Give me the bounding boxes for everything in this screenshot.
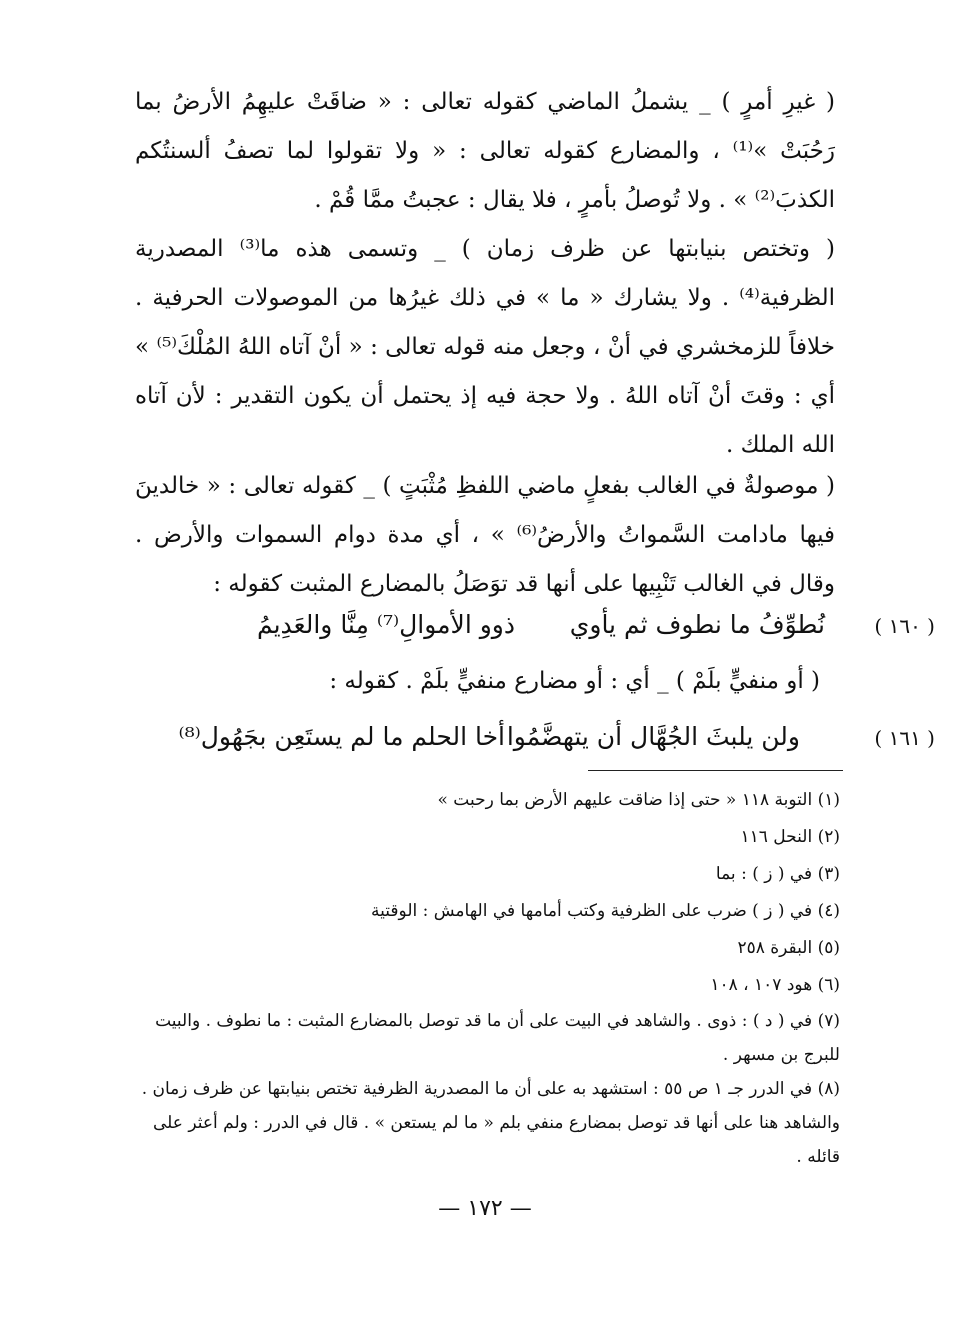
verse-161 xyxy=(135,722,935,772)
footnote-4: (٤) في ( ز ) ضرب على الظرفية وكتب أمامها في الهامش : الوقتية xyxy=(371,901,840,921)
page-number: — ١٧٢ — xyxy=(438,1196,532,1221)
paragraph-ghair-amr: ( غيرِ أمرٍ ) _ يشملُ الماضي كقوله تعالى : « ضاقَتْ عليهِمُ الأرضُ بما رَحُبَتْ »⁽¹⁾ ، والمضارع كقوله تعالى : « ولا تقولوا لما تصفُ ألسنتُكم الكذبَ⁽²⁾ » . ولا تُوصلُ بأمرٍ ، فلا يقال : عجبتُ ممَّا قُمْ . xyxy=(135,89,835,213)
paragraph-mawsula: ( موصولةٌ في الغالب بفعلٍ ماضي اللفظِ مُثْبَتٍ ) _ كقوله تعالى : « خالدينَ فيها مادامت السَّمواتُ والأرضُ⁽⁶⁾ » ، أي مدة دوام السموات والأرض . وقال في الغالب تَنْبِيها على أنها قد توَصَلُ بالمضارع المثبت كقوله : xyxy=(135,473,836,597)
paragraph-nibaba-zarf: ( وتختص بنيابتها عن ظرف زمان ) _ وتسمى هذه ما⁽³⁾ المصدرية الظرفية⁽⁴⁾ . ولا يشارك « ما » في ذلك غيرُها من الموصولات الحرفية . خلافاً للزمخشري في أنْ ، وجعل منه قوله تعالى : « أنْ آتاه اللهُ المُلْكَ⁽⁵⁾ » أي : وقتَ أنْ آتاه اللهُ . ولا حجة فيه إذ يحتمل أن يكون التقدير : لأن آتاه الله الملك . xyxy=(135,236,836,458)
line-manfiy-bilam: ( أو منفيٍّ بلَمْ ) _ أي : أو مضارع منفيٍّ بلَمْ . كقوله : xyxy=(329,668,820,694)
footnote-1: (١) التوبة ١١٨ « حتى إذا ضاقت عليهم الأرض بما رحبت » xyxy=(437,790,840,810)
footnote-divider xyxy=(588,770,843,771)
verse-second-hemistich: ذوو الأموالِ⁽⁷⁾ مِنَّا والعَدِيمُ xyxy=(256,610,515,639)
footnote-8: (٨) في الدرر جـ ١ ص ٥٥ : استشهد به على أن ما المصدرية الظرفية تختص بنيابتها عن ظرف زمان . والشاهد هنا على أنها قد توصل بمضارع منفي بلم « ما لم يستعن » . قال في الدرر : ولم أعثر على قائله . xyxy=(141,1079,840,1167)
verse-first-hemistich: نُطوِّفُ ما نطوف ثم يأوي xyxy=(569,610,825,639)
footnote-3: (٣) في ( ز ) : بما xyxy=(715,864,840,884)
footnote-7: (٧) في ( د ) : ذوى . والشاهد في البيت على أن ما قد توصل بالمضارع المثبت : ما نطوف . والبيت للبرج بن مسهر . xyxy=(155,1011,840,1065)
footnote-2: (٢) النحل ١١٦ xyxy=(740,827,840,847)
verse-number: ( ١٦١ ) xyxy=(874,726,935,750)
verse-160 xyxy=(135,610,935,660)
verse-first-hemistich: ولن يلبثَ الجُهَّال أن يتهضَّمُوا xyxy=(506,722,800,751)
footnote-6: (٦) هود ١٠٧ ، ١٠٨ xyxy=(710,975,840,995)
verse-second-hemistich: أخا الحلم ما لم يستَعِن بجَهُول⁽⁸⁾ xyxy=(178,722,505,751)
verse-number: ( ١٦٠ ) xyxy=(874,614,935,638)
footnote-5: (٥) البقرة ٢٥٨ xyxy=(737,938,840,958)
footnotes xyxy=(132,782,840,1174)
